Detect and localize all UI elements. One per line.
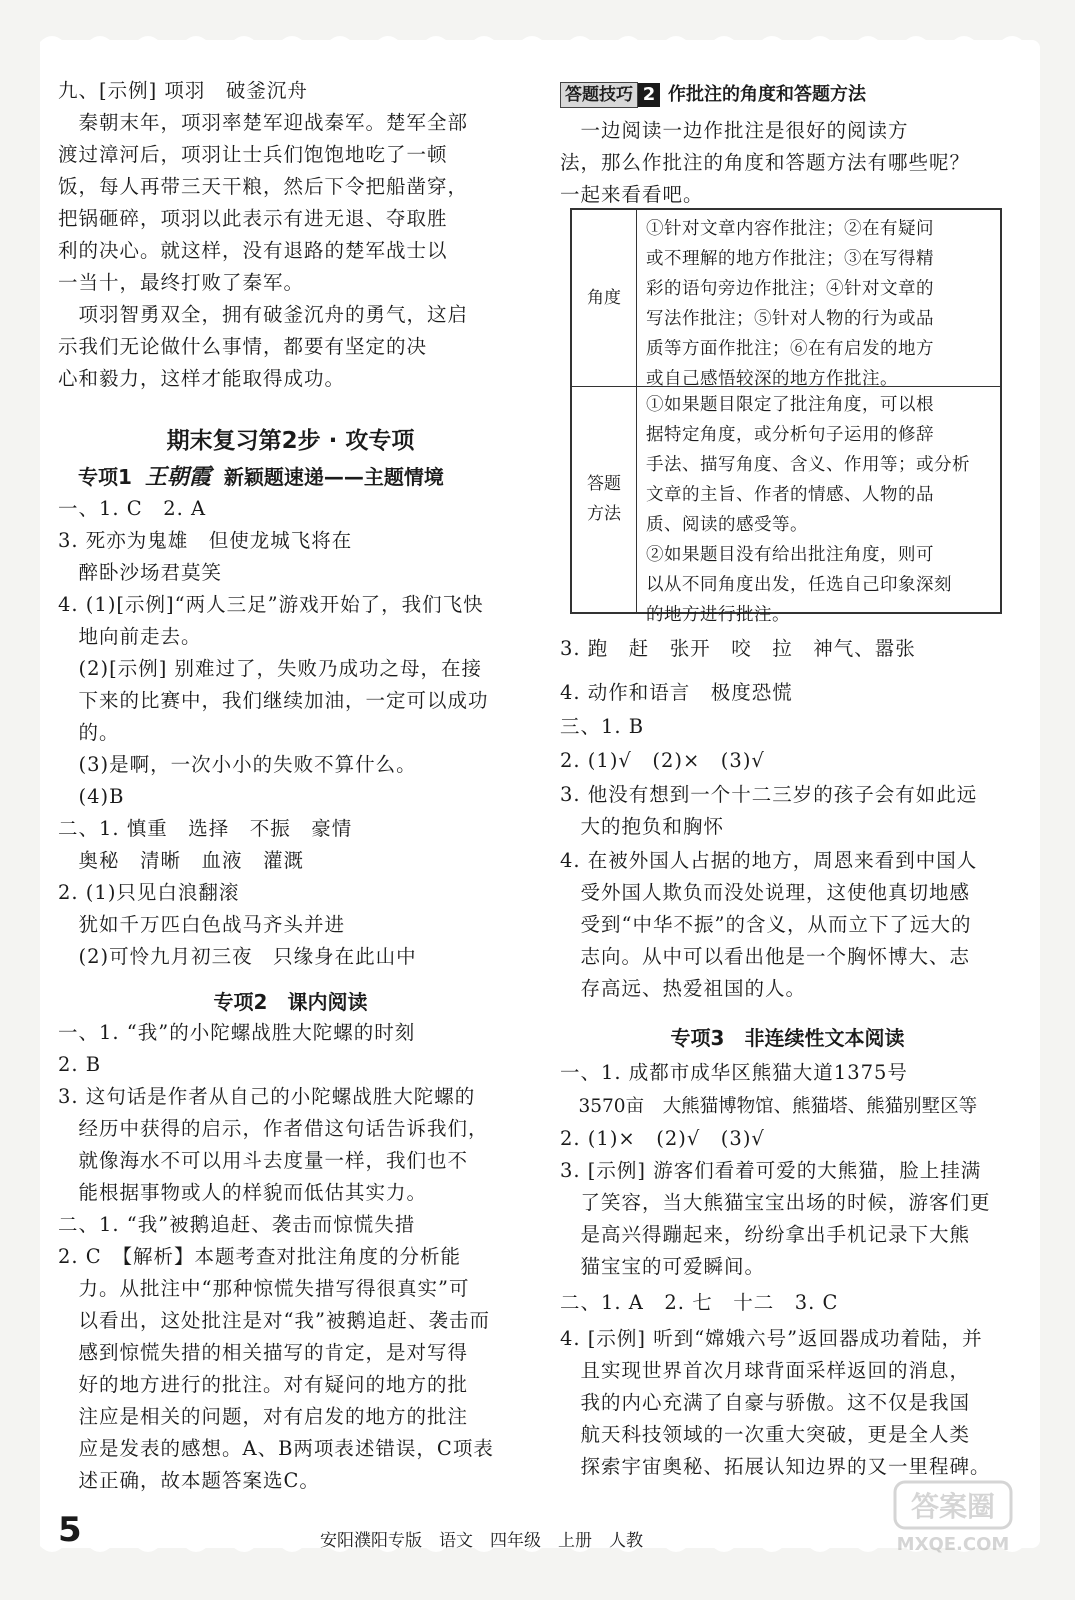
row-content <box>646 214 994 394</box>
wavy-top-edge <box>40 28 1040 54</box>
tip-header <box>560 80 866 108</box>
annotation-table <box>570 208 1002 625</box>
answer-line: 二、1. “我”被鹅追赶、袭击而惊慌失措 <box>58 1213 416 1236</box>
cell-line: 质等方面作批注；⑥在有启发的地方 <box>646 339 934 359</box>
answer-line: 三、1. B <box>560 715 645 738</box>
answer-line: 3. [示例] 游客们看着可爱的大熊猫，脸上挂满 <box>560 1159 982 1182</box>
answer-line: 是高兴得蹦起来，纷纷拿出手机记录下大熊 <box>560 1223 971 1246</box>
intro-line: 一起来看看吧。 <box>560 183 704 206</box>
answer-line: 项羽智勇双全，拥有破釜沉舟的勇气，这启 <box>58 303 469 326</box>
topic2-heading: 专项2 课内阅读 <box>213 990 368 1014</box>
answer-line: 3. 跑 赶 张开 咬 拉 神气、嚣张 <box>560 637 916 660</box>
answer-line: 猫宝宝的可爱瞬间。 <box>560 1255 766 1278</box>
answer-line: 渡过漳河后，项羽让士兵们饱饱地吃了一顿 <box>58 143 448 166</box>
answer-line: 感到惊慌失措的相关描写的肯定，是对写得 <box>58 1341 469 1364</box>
answer-line: 4. 动作和语言 极度恐慌 <box>560 681 793 704</box>
answer-line: 我的内心充满了自豪与骄傲。这不仅是我国 <box>560 1391 971 1414</box>
answer-line: 示我们无论做什么事情，都要有坚定的决 <box>58 335 428 358</box>
cell-line: 的地方进行批注。 <box>646 605 790 625</box>
watermark-logo <box>893 1478 1013 1558</box>
answer-line: 3570亩 大熊猫博物馆、熊猫塔、熊猫别墅区等 <box>560 1096 978 1117</box>
answer-line: 探索宇宙奥秘、拓展认知边界的又一里程碑。 <box>560 1455 991 1478</box>
answer-line: 2. (1)× (2)√ (3)√ <box>560 1127 765 1150</box>
answer-line: 注应是相关的问题，对有启发的地方的批注 <box>58 1405 469 1428</box>
answer-line: 大的抱负和胸怀 <box>560 815 725 838</box>
answer-line: 2. (1)只见白浪翻滚 <box>58 881 240 904</box>
answer-line: 二、1. A 2. 七 十二 3. C <box>560 1291 839 1314</box>
answer-line: 以看出，这处批注是对“我”被鹅追赶、袭击而 <box>58 1309 490 1332</box>
topic1-title: 新颖题速递——主题情境 <box>223 465 444 489</box>
topic1-heading <box>78 460 543 491</box>
answer-line: 了笑容，当大熊猫宝宝出场的时候，游客们更 <box>560 1191 991 1214</box>
cell-line: ①如果题目限定了批注角度，可以根 <box>646 395 934 415</box>
answer-line: 且实现世界首次月球背面采样返回的消息， <box>560 1359 971 1382</box>
answer-line: (3)是啊，一次小小的失败不算什么。 <box>58 753 417 776</box>
answer-line: 2. C 【解析】本题考查对批注角度的分析能 <box>58 1245 461 1268</box>
answer-line: 二、1. 慎重 选择 不振 豪情 <box>58 817 353 840</box>
table-row <box>572 386 1000 625</box>
cell-line: 彩的语句旁边作批注；④针对文章的 <box>646 279 934 299</box>
cell-line: 据特定角度，或分析句子运用的修辞 <box>646 425 934 445</box>
cell-line: 文章的主旨、作者的情感、人物的品 <box>646 485 934 505</box>
answer-line: 能根据事物或人的样貌而低估其实力。 <box>58 1181 428 1204</box>
answer-line: 受外国人欺负而没处说理，这使他真切地感 <box>560 881 971 904</box>
intro-line: 一边阅读一边作批注是很好的阅读方 <box>560 119 909 142</box>
answer-line: 4. [示例] 听到“嫦娥六号”返回器成功着陆，并 <box>560 1327 983 1350</box>
table-row <box>572 210 1000 387</box>
answer-line: 把锅砸碎，项羽以此表示有进无退、夺取胜 <box>58 207 448 230</box>
row-label: 角度 <box>572 210 637 386</box>
edition-info: 安阳濮阳专版 语文 四年级 上册 人教 <box>320 1531 643 1551</box>
answer-line: 九、[示例] 项羽 破釜沉舟 <box>58 79 308 102</box>
answer-line: 一、1. 成都市成华区熊猫大道1375号 <box>560 1061 908 1084</box>
answer-line: 秦朝末年，项羽率楚军迎战秦军。楚军全部 <box>58 111 469 134</box>
answer-line: 经历中获得的启示，作者借这句话告诉我们， <box>58 1117 489 1140</box>
answer-line: 一、1. C 2. A <box>58 497 207 520</box>
answer-line: 犹如千万匹白色战马齐头并进 <box>58 913 346 936</box>
answer-line: 志向。从中可以看出他是一个胸怀博大、志 <box>560 945 971 968</box>
answer-line: 2. B <box>58 1053 102 1076</box>
cell-line: 写法作批注；⑤针对人物的行为或品 <box>646 309 934 329</box>
answer-line: 饭，每人再带三天干粮，然后下令把船凿穿， <box>58 175 469 198</box>
cell-line: 或自己感悟较深的地方作批注。 <box>646 369 898 389</box>
answer-line: 2. (1)√ (2)× (3)√ <box>560 749 765 772</box>
answer-line: 4. (1)[示例]“两人三足”游戏开始了，我们飞快 <box>58 593 484 616</box>
svg-text:MXQE.COM: MXQE.COM <box>896 1534 1010 1555</box>
cell-line: 以从不同角度出发，任选自己印象深刻 <box>646 575 952 595</box>
section-title: 期末复习第2步 · 攻专项 <box>166 428 415 454</box>
page-number: 5 <box>58 1510 82 1550</box>
author-signature: 王朝霞 <box>144 464 211 490</box>
answer-line: 力。从批注中“那种惊慌失措写得很真实”可 <box>58 1277 470 1300</box>
row-label <box>572 386 637 612</box>
answer-line: 应是发表的感想。A、B两项表述错误，C项表 <box>58 1437 494 1460</box>
answer-line: 利的决心。就这样，没有退路的楚军战士以 <box>58 239 448 262</box>
answer-line: 地向前走去。 <box>58 625 202 648</box>
cell-line: 手法、描写角度、含义、作用等；或分析 <box>646 455 970 475</box>
tip-badge: 答题技巧 <box>560 82 638 108</box>
row-label-part: 方法 <box>587 504 621 524</box>
answer-line: (2)[示例] 别难过了，失败乃成功之母，在接 <box>58 657 483 680</box>
answer-line: 一当十，最终打败了秦军。 <box>58 271 305 294</box>
cell-line: ②如果题目没有给出批注角度，则可 <box>646 545 934 565</box>
cell-line: ①针对文章内容作批注；②在有疑问 <box>646 219 934 239</box>
answer-line: 醉卧沙场君莫笑 <box>58 561 223 584</box>
topic3-heading: 专项3 非连续性文本阅读 <box>670 1026 905 1050</box>
answer-line: 的。 <box>58 721 120 744</box>
cell-line: 或不理解的地方作批注；③在写得精 <box>646 249 934 269</box>
answer-line: 受到“中华不振”的含义，从而立下了远大的 <box>560 913 972 936</box>
tip-title: 作批注的角度和答题方法 <box>668 84 866 105</box>
answer-line: 心和毅力，这样才能取得成功。 <box>58 367 346 390</box>
answer-line: 就像海水不可以用斗去度量一样，我们也不 <box>58 1149 469 1172</box>
answer-line: 述正确，故本题答案选C。 <box>58 1469 320 1492</box>
svg-text:答案圈: 答案圈 <box>910 1490 996 1523</box>
topic1-prefix: 专项1 <box>78 465 132 489</box>
answer-line: 奥秘 清晰 血液 灌溉 <box>58 849 305 872</box>
answer-line: 3. 他没有想到一个十二三岁的孩子会有如此远 <box>560 783 978 806</box>
intro-line: 法，那么作批注的角度和答题方法有哪些呢？ <box>560 151 971 174</box>
tip-number: 2 <box>638 83 660 107</box>
answer-line: (4)B <box>58 785 125 808</box>
answer-line: 3. 这句话是作者从自己的小陀螺战胜大陀螺的 <box>58 1085 476 1108</box>
answer-line: 下来的比赛中，我们继续加油，一定可以成功 <box>58 689 489 712</box>
answer-line: 存高远、热爱祖国的人。 <box>560 977 807 1000</box>
row-label-part: 答题 <box>587 474 621 494</box>
row-content <box>646 390 994 630</box>
answer-line: 航天科技领域的一次重大突破，更是全人类 <box>560 1423 971 1446</box>
answer-line: 4. 在被外国人占据的地方，周恩来看到中国人 <box>560 849 978 872</box>
cell-line: 质、阅读的感受等。 <box>646 515 808 535</box>
answer-line: 好的地方进行的批注。对有疑问的地方的批 <box>58 1373 469 1396</box>
answer-line: 一、1. “我”的小陀螺战胜大陀螺的时刻 <box>58 1021 416 1044</box>
answer-line: 3. 死亦为鬼雄 但使龙城飞将在 <box>58 529 353 552</box>
answer-line: (2)可怜九月初三夜 只缘身在此山中 <box>58 945 417 968</box>
